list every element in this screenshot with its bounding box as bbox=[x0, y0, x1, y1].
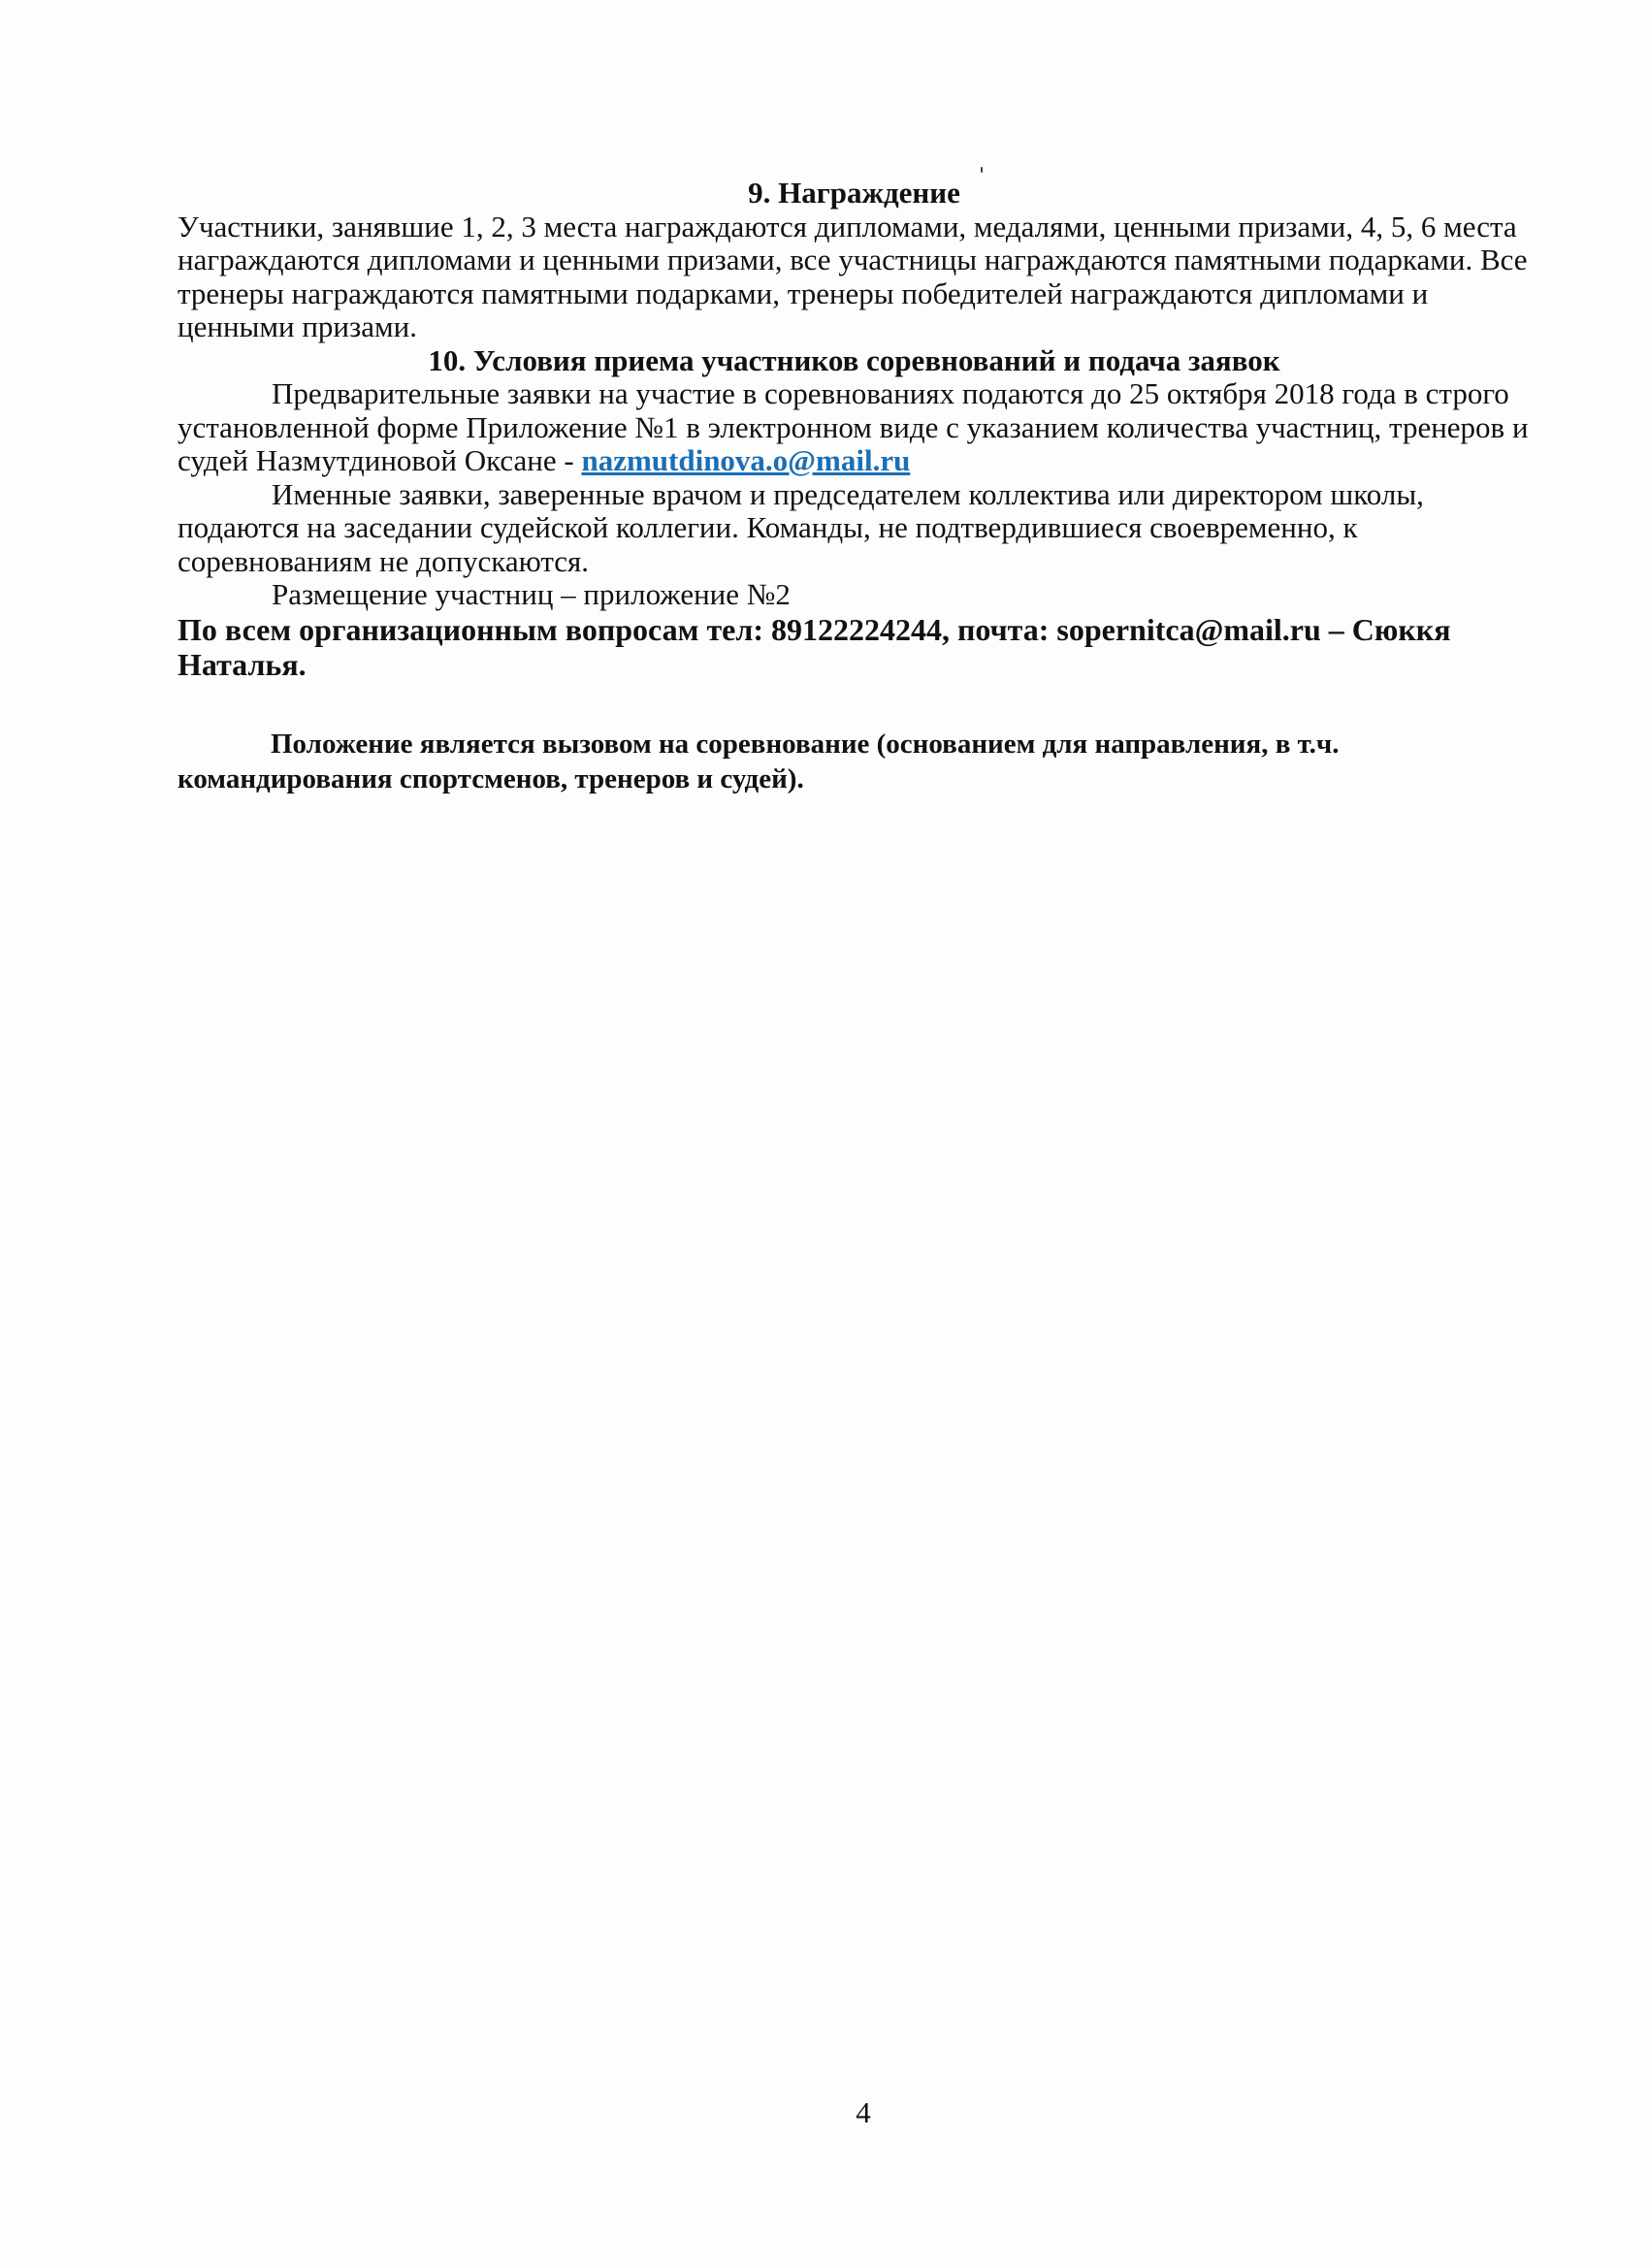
section-10-paragraph-3: Размещение участниц – приложение №2 bbox=[272, 577, 791, 611]
section-9-body: Участники, занявшие 1, 2, 3 места награждаются дипломами, медалями, ценными призами, 4, 5, 6 места награждаются дипломами и ценными призами, все участницы награждаются памятными подарками. Все тренеры награждаются памятными подарками, тренеры победителей награждаются дипломами и ценными призами. bbox=[178, 209, 1528, 343]
organizational-contact: По всем организационным вопросам тел: 89122224244, почта: sopernitca@mail.ru – Сюккя Наталья. bbox=[178, 611, 1451, 682]
scan-artifact bbox=[981, 167, 983, 173]
page-number: 4 bbox=[856, 2095, 871, 2129]
section-9-heading: 9. Награждение bbox=[748, 176, 960, 210]
application-email-link[interactable]: nazmutdinova.o@mail.ru bbox=[581, 443, 911, 477]
competition-call-notice: Положение является вызовом на соревнование (основанием для направления, в т.ч. командирования спортсменов, тренеров и судей). bbox=[178, 728, 1340, 794]
section-10-paragraph-1 bbox=[178, 377, 1531, 478]
document-body bbox=[178, 177, 1531, 796]
section-10-heading: 10. Условия приема участников соревнований и подача заявок bbox=[428, 342, 1280, 377]
section-10-paragraph-1-text: Предварительные заявки на участие в соревнованиях подаются до 25 октября 2018 года в строго установленной форме Приложение №1 в электронном виде с указанием количества участниц, тренеров и судей Назмутдиновой Оксане - bbox=[178, 376, 1529, 477]
section-10-paragraph-2: Именные заявки, заверенные врачом и председателем коллектива или директором школы, подаются на заседании судейской коллегии. Команды, не подтвердившиеся своевременно, к соревнованиям не допускаются. bbox=[178, 476, 1424, 578]
